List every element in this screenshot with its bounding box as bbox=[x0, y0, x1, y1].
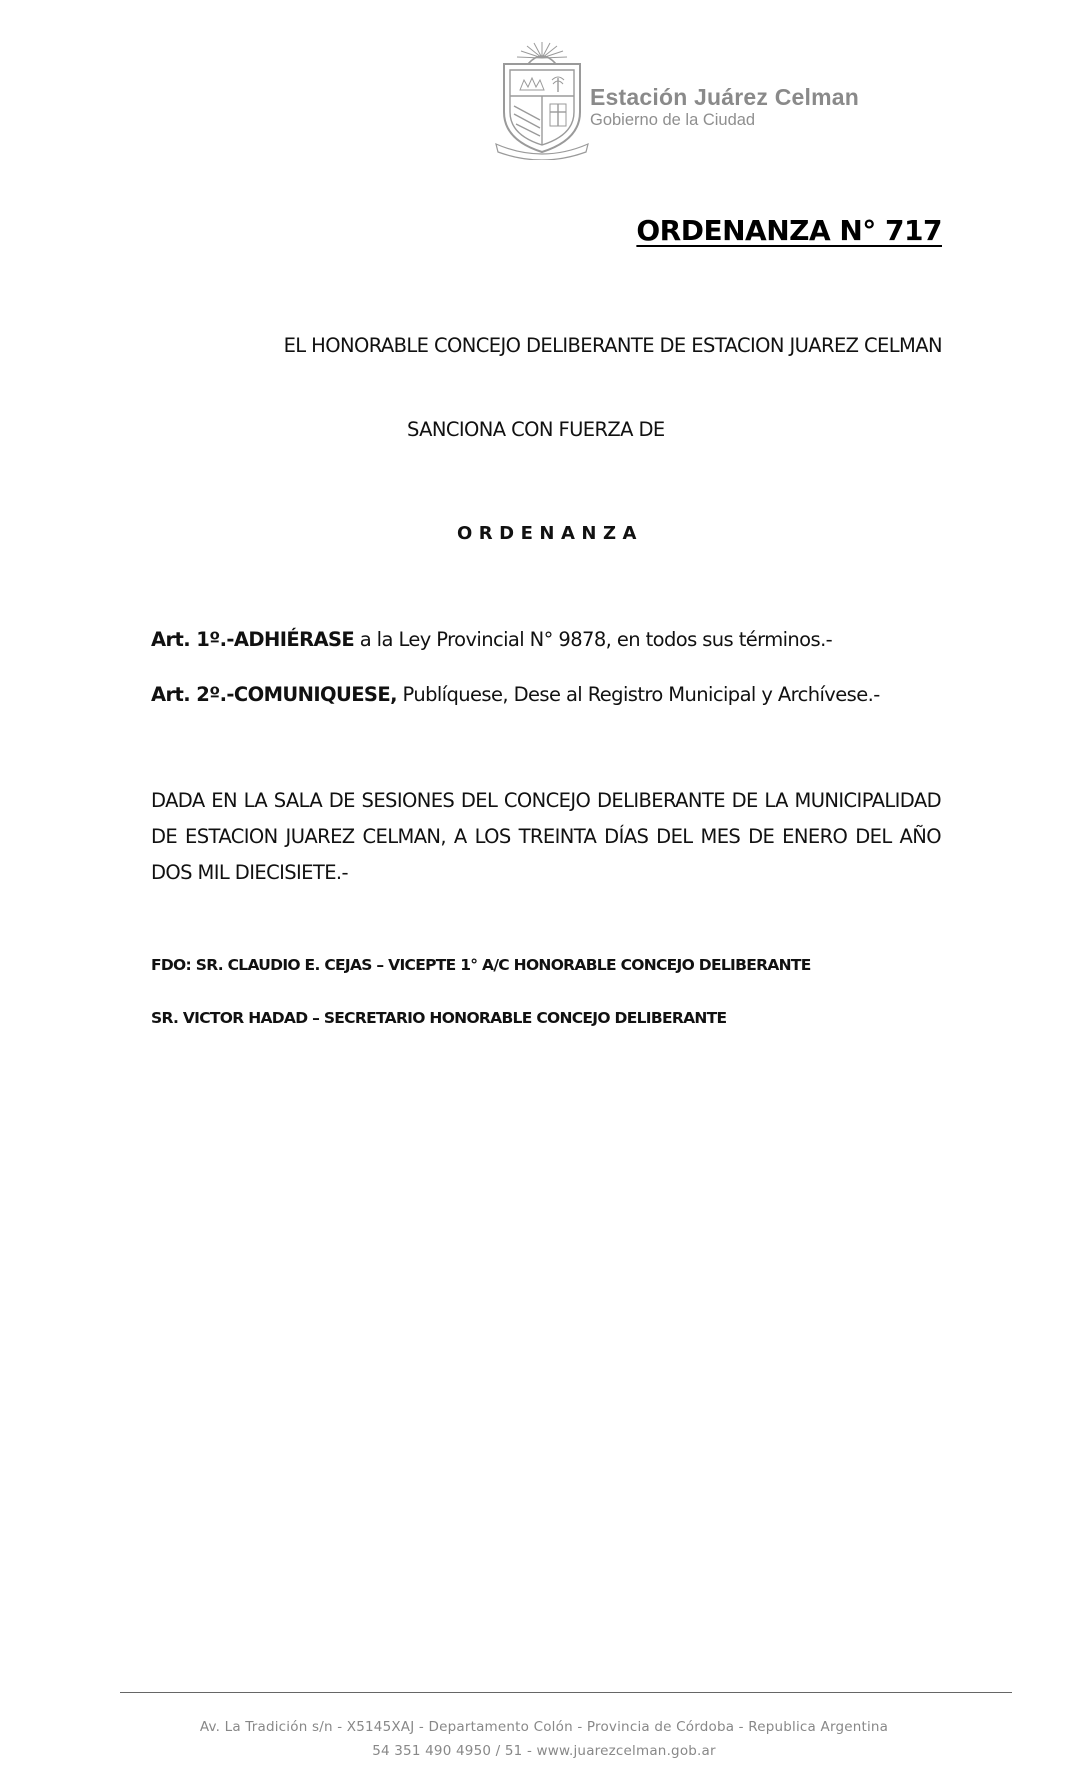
signature-line-1: FDO: SR. CLAUDIO E. CEJAS – VICEPTE 1° A/C HONORABLE CONCEJO DELIBERANTE bbox=[151, 956, 811, 974]
document-title: ORDENANZA N° 717 bbox=[636, 214, 942, 247]
heading-ordenanza: ORDENANZA bbox=[457, 523, 643, 544]
letterhead-name: Estación Juárez Celman bbox=[590, 84, 860, 110]
article-2 bbox=[151, 683, 880, 706]
article-1-label: Art. 1º.-ADHIÉRASE bbox=[151, 628, 355, 651]
article-2-text: Publíquese, Dese al Registro Municipal y Archívese.- bbox=[396, 683, 880, 706]
article-2-label: Art. 2º.-COMUNIQUESE, bbox=[151, 683, 397, 706]
heading-council: EL HONORABLE CONCEJO DELIBERANTE DE ESTACION JUAREZ CELMAN bbox=[283, 334, 942, 357]
signature-line-2: SR. VICTOR HADAD – SECRETARIO HONORABLE CONCEJO DELIBERANTE bbox=[151, 1009, 727, 1027]
heading-sanciona: SANCIONA CON FUERZA DE bbox=[407, 418, 665, 441]
article-1 bbox=[151, 628, 832, 651]
footer-address: Av. La Tradición s/n - X5145XAJ - Departamento Colón - Provincia de Córdoba - Republica Argentina bbox=[199, 1719, 889, 1735]
article-1-text: a la Ley Provincial N° 9878, en todos sus términos.- bbox=[354, 628, 833, 651]
letterhead-subtitle: Gobierno de la Ciudad bbox=[590, 111, 756, 129]
footer-contact: 54 351 490 4950 / 51 - www.juarezcelman.gob.ar bbox=[372, 1743, 716, 1759]
letterhead bbox=[490, 40, 870, 160]
footer-divider bbox=[120, 1692, 1012, 1693]
dada-paragraph: DADA EN LA SALA DE SESIONES DEL CONCEJO DELIBERANTE DE LA MUNICIPALIDAD DE ESTACION JUAREZ CELMAN, A LOS TREINTA DÍAS DEL MES DE ENERO DEL AÑO DOS MIL DIECISIETE.- bbox=[151, 789, 941, 884]
coat-of-arms-icon bbox=[490, 40, 595, 160]
